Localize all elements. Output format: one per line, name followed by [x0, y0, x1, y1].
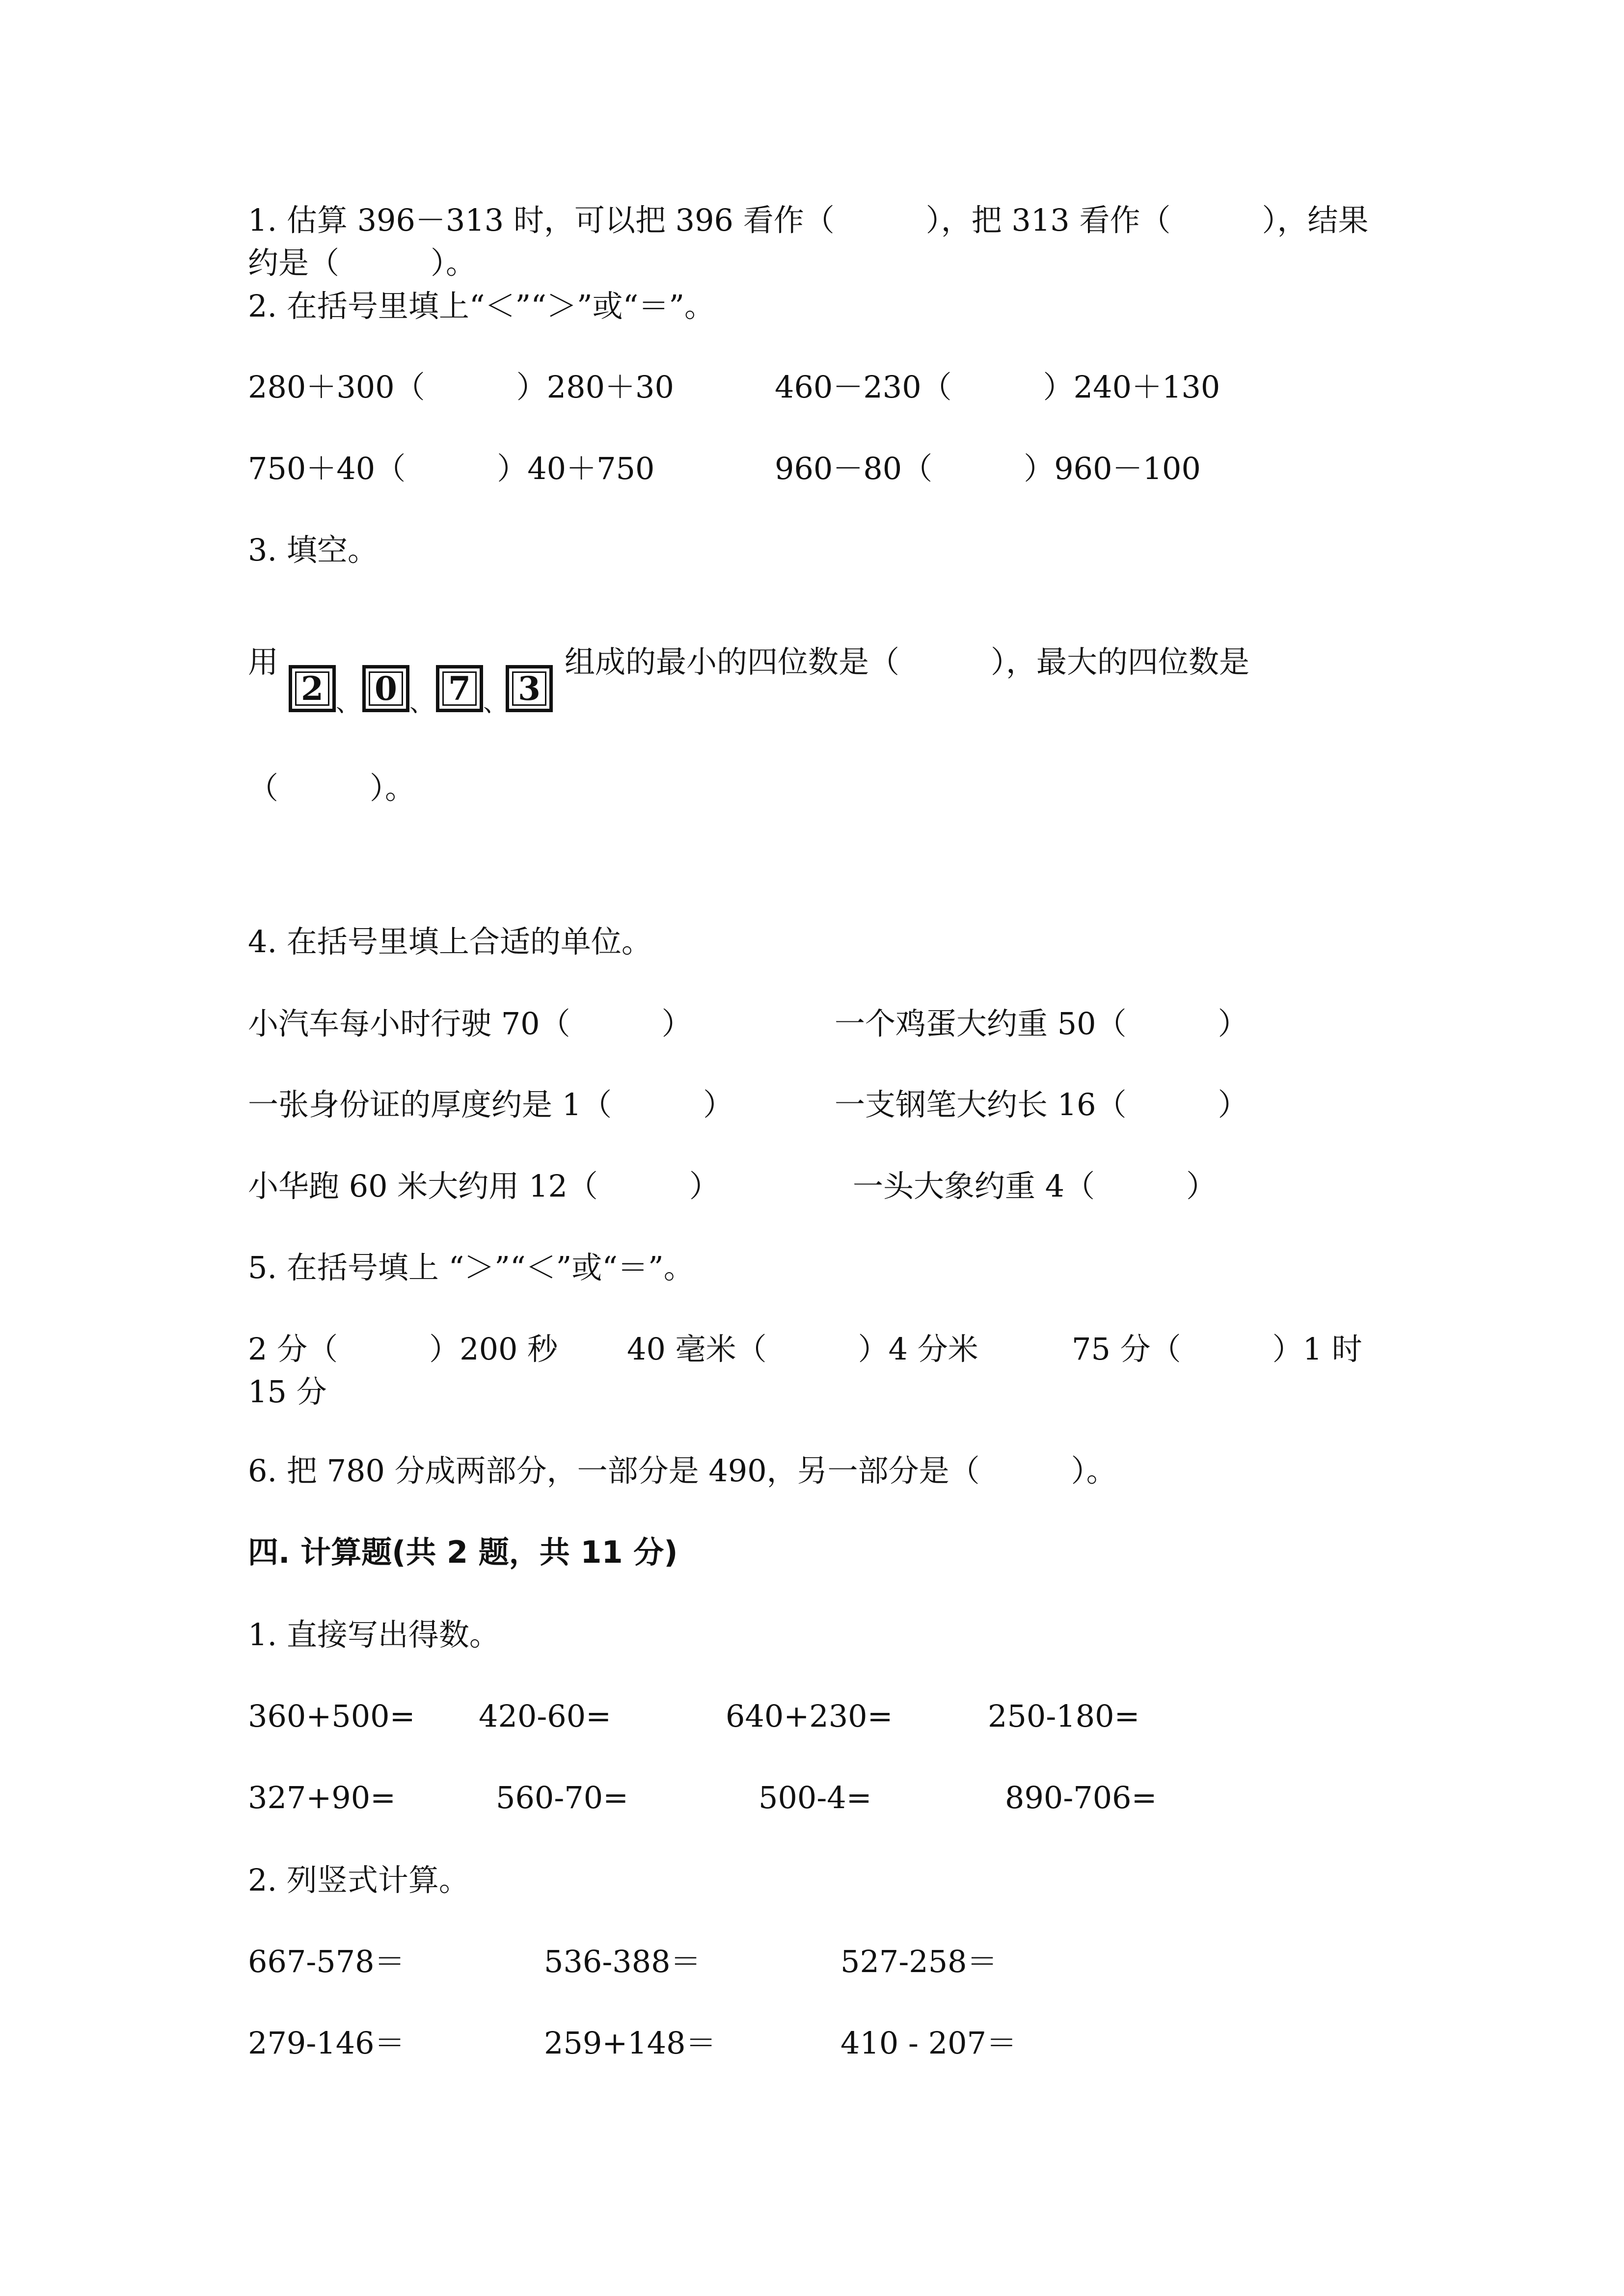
q1-line-2: 约是（ ）。 — [248, 245, 477, 281]
calc-item: 250-180= — [988, 1698, 1140, 1734]
q1-line-1: 1. 估算 396－313 时，可以把 396 看作（ ），把 313 看作（ ），结果 — [248, 202, 1369, 238]
digit-card: 3 — [506, 665, 553, 712]
calc-item: 667-578＝ — [248, 1944, 405, 1979]
calc-item: 527-258＝ — [840, 1944, 998, 1979]
calc-item: 536-388＝ — [544, 1944, 701, 1979]
card-separator: 、 — [409, 689, 434, 717]
calc-item: 420-60= — [479, 1698, 612, 1734]
q2-item: 960－80（ ）960－100 — [775, 451, 1201, 486]
q4-item: 一张身份证的厚度约是 1（ ） — [248, 1087, 734, 1122]
card-separator: 、 — [483, 689, 508, 717]
digit-card: 0 — [362, 665, 409, 712]
q5-title: 5. 在括号填上 “＞”“＜”或“＝”。 — [248, 1250, 694, 1285]
calc-item: 327+90= — [248, 1780, 396, 1815]
q4-item: 一支钢笔大约长 16（ ） — [835, 1087, 1248, 1122]
calc-item: 360+500= — [248, 1698, 415, 1734]
q2-item: 280＋300（ ）280＋30 — [248, 369, 674, 405]
q2-item: 460－230（ ）240＋130 — [775, 369, 1220, 405]
calc-item: 500-4= — [758, 1780, 872, 1815]
q4-item: 一个鸡蛋大约重 50（ ） — [835, 1006, 1248, 1041]
q5-item: 75 分（ ）1 时 — [1072, 1331, 1362, 1367]
q4-title: 4. 在括号里填上合适的单位。 — [248, 924, 652, 960]
calc-item: 640+230= — [726, 1698, 893, 1734]
q4-item: 小汽车每小时行驶 70（ ） — [248, 1006, 692, 1041]
q3-prefix: 用 — [248, 644, 279, 680]
q6: 6. 把 780 分成两部分，一部分是 490，另一部分是（ ）。 — [248, 1453, 1117, 1489]
q3-title: 3. 填空。 — [248, 532, 378, 568]
q5-item: 2 分（ ）200 秒 — [248, 1331, 558, 1367]
c2-title: 2. 列竖式计算。 — [248, 1862, 469, 1898]
digit-card: 2 — [289, 665, 336, 712]
calc-item: 279-146＝ — [248, 2025, 405, 2061]
digit-card-row — [285, 665, 560, 717]
digit-card: 7 — [436, 665, 483, 712]
q4-item: 一头大象约重 4（ ） — [853, 1168, 1217, 1204]
q5-line-2: 15 分 — [248, 1374, 327, 1410]
section-heading: 四. 计算题(共 2 题，共 11 分) — [248, 1534, 678, 1570]
q3-line-2: （ ）。 — [248, 770, 416, 806]
c1-title: 1. 直接写出得数。 — [248, 1617, 500, 1653]
q5-item: 40 毫米（ ）4 分米 — [627, 1331, 978, 1367]
calc-item: 890-706= — [1005, 1780, 1157, 1815]
q4-item: 小华跑 60 米大约用 12（ ） — [248, 1168, 720, 1204]
calc-item: 560-70= — [496, 1780, 629, 1815]
q3-text: 组成的最小的四位数是（ ），最大的四位数是 — [565, 644, 1250, 680]
calc-item: 410 - 207＝ — [840, 2025, 1017, 2061]
q2-item: 750＋40（ ）40＋750 — [248, 451, 655, 486]
card-separator: 、 — [336, 689, 360, 717]
calc-item: 259+148＝ — [544, 2025, 716, 2061]
q2-title: 2. 在括号里填上“＜”“＞”或“＝”。 — [248, 288, 715, 324]
